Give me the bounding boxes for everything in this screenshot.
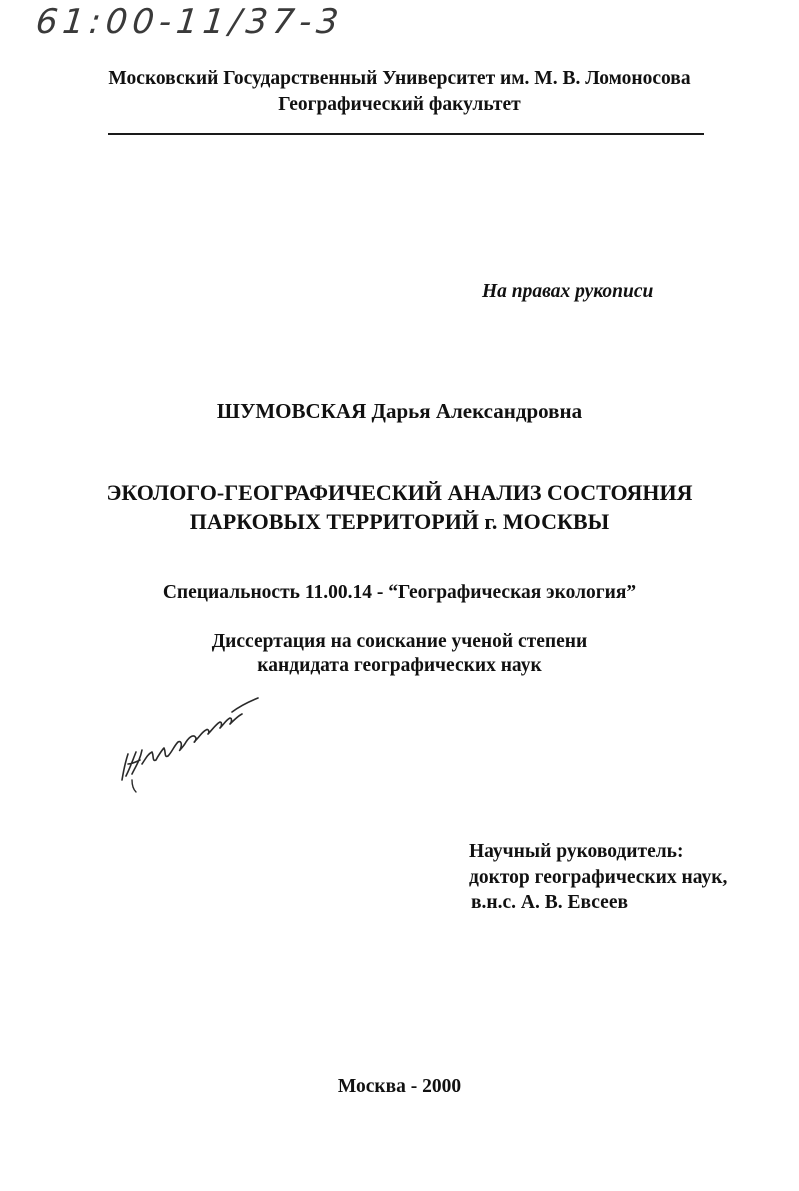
supervisor-name: в.н.с. А. В. Евсеев [471, 892, 629, 913]
university-name: Московский Государственный Университет им. М. В. Ломоносова [108, 68, 691, 89]
manuscript-note: На правах рукописи [482, 281, 654, 302]
degree-line-1: Диссертация на соискание ученой степени [211, 631, 588, 652]
city-year: Москва - 2000 [337, 1076, 462, 1097]
author-signature [112, 680, 272, 800]
dissertation-title [0, 478, 799, 536]
author-name: ШУМОВСКАЯ Дарья Александровна [216, 399, 583, 423]
header-divider [108, 133, 704, 135]
title-line-2: ПАРКОВЫХ ТЕРРИТОРИЙ г. МОСКВЫ [189, 509, 610, 534]
degree-statement [0, 630, 799, 678]
handwritten-catalog-number: 61:00-11/37-3 [33, 2, 346, 42]
institution-header [0, 66, 799, 118]
faculty-name: Географический факультет [278, 94, 521, 115]
supervisor-block [469, 839, 727, 916]
degree-line-2: кандидата географических наук [257, 655, 542, 676]
supervisor-label: Научный руководитель: [469, 841, 684, 862]
supervisor-degree: доктор географических наук, [469, 866, 728, 888]
specialty: Специальность 11.00.14 - “Географическая экология” [162, 582, 637, 603]
signature-icon [112, 680, 272, 800]
title-line-1: ЭКОЛОГО-ГЕОГРАФИЧЕСКИЙ АНАЛИЗ СОСТОЯНИЯ [106, 480, 693, 505]
